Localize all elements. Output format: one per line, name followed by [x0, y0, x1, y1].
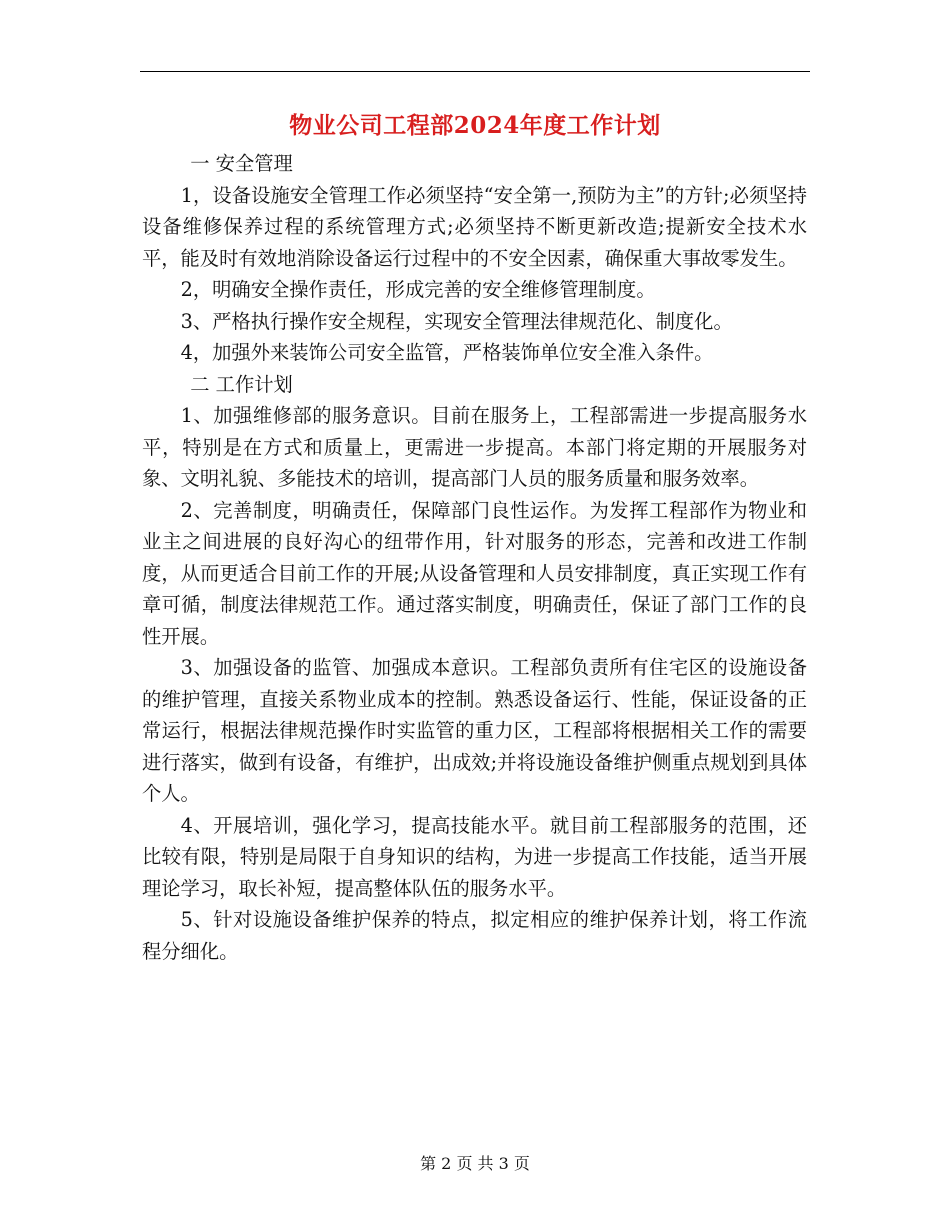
page-number: 第 2 页 共 3 页 — [420, 1154, 530, 1173]
paragraph-plan-2: 2、完善制度，明确责任，保障部门良性运作。为发挥工程部作为物业和业主之间进展的良好沟心的纽带作用，针对服务的形态，完善和改进工作制度，从而更适合目前工作的开展;从设备管理和人员安排制度，真正实现工作有章可循，制度法律规范工作。通过落实制度，明确责任，保证了部门工作的良性开展。 — [142, 498, 807, 648]
paragraph-safety-4: 4，加强外来装饰公司安全监管，严格装饰单位安全准入条件。 — [180, 341, 714, 364]
section-heading-safety: 一 安全管理 — [190, 152, 293, 175]
paragraph-plan-1: 1、加强维修部的服务意识。目前在服务上，工程部需进一步提高服务水平，特别是在方式和质量上，更需进一步提高。本部门将定期的开展服务对象、文明礼貌、多能技术的培训，提高部门人员的服务质量和服务效率。 — [142, 404, 807, 490]
paragraph-plan-4: 4、开展培训，强化学习，提高技能水平。就目前工程部服务的范围，还比较有限，特别是局限于自身知识的结构，为进一步提高工作技能，适当开展理论学习，取长补短，提高整体队伍的服务水平。 — [142, 813, 807, 900]
paragraph-safety-1: 1，设备设施安全管理工作必须坚持“安全第一,预防为主”的方针;必须坚持设备维修保养过程的系统管理方式;必须坚持不断更新改造;提新安全技术水平，能及时有效地消除设备运行过程中的不安全因素，确保重大事故零发生。 — [142, 183, 807, 270]
document-title: 物业公司工程部2024年度工作计划 — [289, 112, 661, 139]
section-heading-work-plan: 二 工作计划 — [190, 372, 293, 396]
header-rule — [140, 71, 810, 72]
paragraph-safety-2: 2，明确安全操作责任，形成完善的安全维修管理制度。 — [180, 278, 656, 301]
paragraph-plan-5: 5、针对设施设备维护保养的特点，拟定相应的维护保养计划，将工作流程分细化。 — [142, 908, 807, 963]
document-body — [142, 148, 807, 967]
paragraph-safety-3: 3、严格执行操作安全规程，实现安全管理法律规范化、制度化。 — [180, 309, 733, 333]
paragraph-plan-3: 3、加强设备的监管、加强成本意识。工程部负责所有住宅区的设施设备的维护管理，直接关系物业成本的控制。熟悉设备运行、性能，保证设备的正常运行，根据法律规范操作时实监管的重力区，工程部将根据相关工作的需要进行落实，做到有设备，有维护，出成效;并将设施设备维护侧重点规划到具体个人。 — [142, 656, 807, 805]
